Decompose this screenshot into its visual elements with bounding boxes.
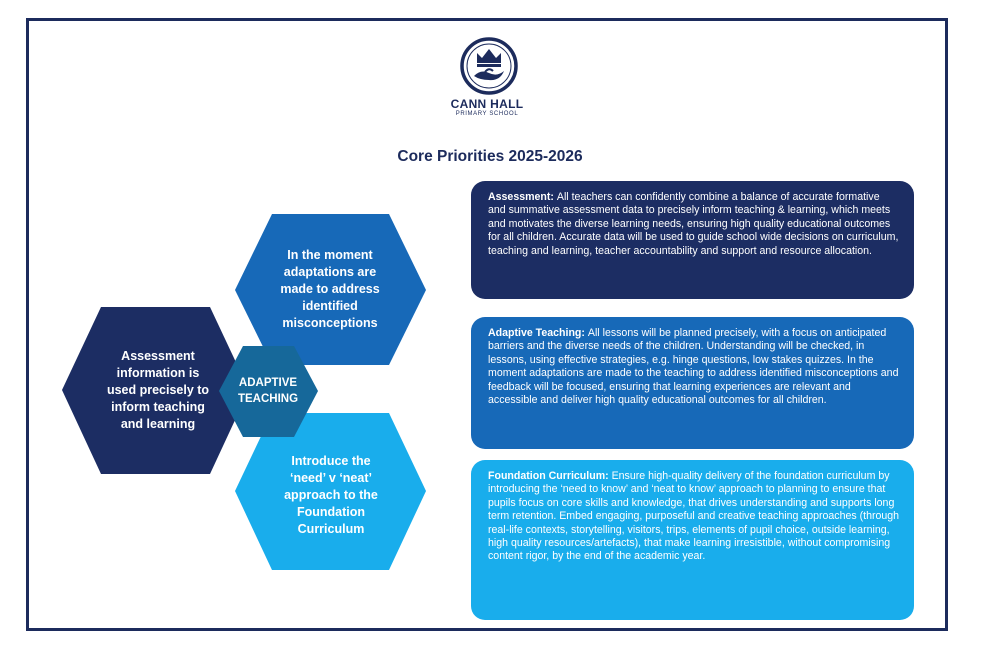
assessment-card xyxy=(471,181,914,299)
card-heading: Assessment: xyxy=(488,191,557,203)
hexagon-top-label: In the moment adaptations are made to address identified misconceptions xyxy=(280,247,380,330)
hexagon-left-label: Assessment information is used precisely to inform teaching and learning xyxy=(106,348,210,431)
card-body: Ensure high-quality delivery of the foundation curriculum by introducing the ‘need to know’ and ‘neat to know’ approach to planning to ensure that pupils focus on core skills and knowledge, that drives understanding and supports long term retention. Embed engaging, purposeful and creative teaching approaches (through real-life contexts, storytelling, visitors, trips, elements of pupil choice, outside learning, high quality resources/artefacts), that make learning irresistible, without compromising content rigor, by the end of the academic year. xyxy=(488,470,900,563)
school-subtitle: PRIMARY SCHOOL xyxy=(455,111,519,117)
page-title: Core Priorities 2025-2026 xyxy=(397,148,583,165)
school-name: CANN HALL xyxy=(450,97,524,111)
card-heading: Foundation Curriculum: xyxy=(488,470,612,482)
card-body: All lessons will be planned precisely, with a focus on anticipated barriers and the diverse needs of the children. Understanding will be checked, in lessons, using effective strategies, e.g. hinge questions, low stakes quizzes. In the moment adaptations are made to the teaching to address identified misconceptions and feedback will be focused, ensuring that learning experiences are relevant and accessible and deliver high quality educational outcomes for all children. xyxy=(488,327,899,407)
adaptive-teaching-card xyxy=(471,317,914,449)
foundation-curriculum-card xyxy=(471,460,914,620)
card-body: All teachers can confidently combine a balance of accurate formative and summative assessment data to precisely inform teaching & learning, which meets and motivates the diverse learning needs, ensuring high quality educational outcomes for all children. Accurate data will be used to guide school wide decisions on curriculum, teaching and learning, teacher accountability and support and resource allocation. xyxy=(488,191,899,257)
hexagon-center-label: ADAPTIVE TEACHING xyxy=(237,377,299,405)
hexagon-bottom-label: Introduce the ‘need’ v ‘neat’ approach to the Foundation Curriculum xyxy=(284,453,378,536)
card-heading: Adaptive Teaching: xyxy=(488,327,588,339)
